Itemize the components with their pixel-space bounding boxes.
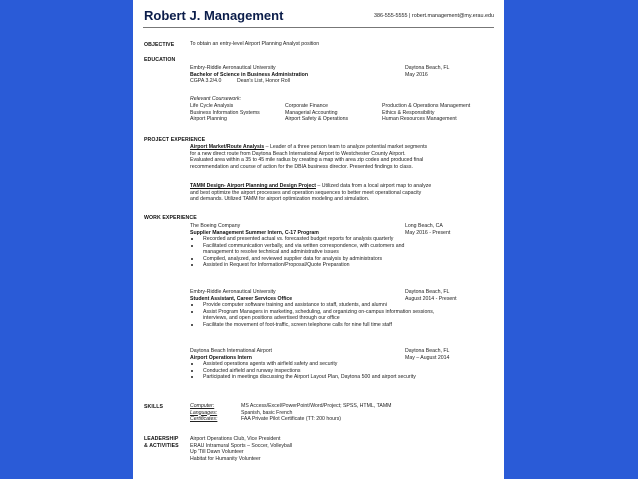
project-2-line: and best optimize the airport processes and operation sequences to better meet operational capacity xyxy=(190,189,422,196)
job-title: Airport Operations Intern xyxy=(190,354,252,361)
skills-certificates-value: FAA Private Pilot Certificate (TT: 200 hours) xyxy=(241,416,342,422)
activity-item: ERAU Intramural Sports – Soccer, Volleyball xyxy=(190,442,293,449)
job-location: Daytona Beach, FL xyxy=(405,289,450,295)
job-title: Supplier Management Summer Intern, C-17 Program xyxy=(190,229,319,236)
leadership-heading: LEADERSHIP xyxy=(144,436,179,442)
job-bullet: interviews, and open positions advertised through our office xyxy=(203,315,340,321)
project-2-title: TAMM Design- Airport Planning and Design Project xyxy=(190,183,316,189)
project-1-line: Evaluated area within a 35 to 45 mile radius by creating a map with area zip codes and produced final xyxy=(190,157,424,163)
job-bullet: Participated in meetings discussing the Airport Layout Plan, Daytona 500 and airport security xyxy=(203,374,416,380)
course-item: Airport Planning xyxy=(190,116,227,122)
job-bullet: Assisted operations agents with airfield safety and security xyxy=(203,361,338,367)
skills-certificates-label: Certificates: xyxy=(190,416,218,422)
bullet-icon xyxy=(191,363,193,365)
project-2-line: TAMM Design- Airport Planning and Design Project – Utilized data from a local airport map to analyze xyxy=(190,183,432,189)
bullet-icon xyxy=(191,304,193,306)
job-date: May 2016 - Present xyxy=(405,229,451,236)
course-item: Human Resources Management xyxy=(382,116,457,122)
work-heading: WORK EXPERIENCE xyxy=(144,215,197,221)
activity-item: Habitat for Humanity Volunteer xyxy=(190,455,261,462)
bullet-icon xyxy=(191,324,193,326)
objective-heading: OBJECTIVE xyxy=(144,42,175,48)
coursework-label: Relevant Coursework: xyxy=(190,96,242,102)
bullet-icon xyxy=(191,245,193,247)
project-1-line: recommendation and course of action for the DBIA business director. Presented findings to class. xyxy=(190,163,413,170)
objective-text: To obtain an entry-level Airport Planning Analyst position xyxy=(190,41,320,47)
education-honors: Dean's List, Honor Roll xyxy=(237,78,290,84)
job-company: Embry-Riddle Aeronautical University xyxy=(190,289,276,295)
activity-item: Airport Operations Club, Vice President xyxy=(190,436,281,442)
job-bullet: Compiled, analyzed, and reviewed supplier data for analysis by administrators xyxy=(203,255,383,262)
course-item: Ethics & Responsibility xyxy=(382,109,435,116)
project-1-line: Airport Market/Route Analysis – Leader of a three person team to analyze potential market segments xyxy=(190,144,428,150)
skills-computer-value: MS Access/Excel/PowerPoint/Word/Project; SPSS, HTML, TAMM xyxy=(241,403,392,409)
education-location: Daytona Beach, FL xyxy=(405,65,450,71)
job-bullet: Assist Program Managers in marketing, scheduling, and organizing on-campus information sessions, xyxy=(203,308,435,315)
course-item: Life Cycle Analysis xyxy=(190,103,234,109)
job-bullet: Recorded and presented actual vs. forecasted budget reports for analysis quarterly xyxy=(203,236,394,242)
job-bullet: Provide computer software training and assistance to staff, students, and alumni xyxy=(203,302,387,308)
job-location: Long Beach, CA xyxy=(405,223,443,229)
education-heading: EDUCATION xyxy=(144,57,176,63)
job-bullet: Assisted in Request for Information/Proposal/Quote Preparation xyxy=(203,262,350,268)
activity-item: Up 'Till Dawn Volunteer xyxy=(190,449,244,455)
project-1-line: for a new direct route from Daytona Beach International Airport to Westchester County Airport. xyxy=(190,150,406,157)
education-degree: Bachelor of Science in Business Administration xyxy=(190,71,308,78)
skills-languages-label: Languages: xyxy=(190,409,218,416)
project-1-title: Airport Market/Route Analysis xyxy=(190,144,265,150)
bullet-icon xyxy=(191,238,193,240)
applicant-name: Robert J. Management xyxy=(144,8,284,23)
bullet-icon xyxy=(191,370,193,372)
job-company: The Boeing Company xyxy=(190,223,241,229)
skills-languages-value: Spanish, basic French xyxy=(241,409,293,416)
education-gpa: CGPA 3.2/4.0 xyxy=(190,78,222,84)
project-2-line: and demands. Utilized TAMM for airport optimization modeling and simulation. xyxy=(190,196,370,202)
course-item: Managerial Accounting xyxy=(285,109,338,116)
course-item: Corporate Finance xyxy=(285,103,328,109)
job-title: Student Assistant, Career Services Office xyxy=(190,295,293,302)
course-item: Production & Operations Management xyxy=(382,103,471,109)
bullet-icon xyxy=(191,376,193,378)
job-bullet: Conducted airfield and runway inspections xyxy=(203,367,301,374)
header-divider xyxy=(143,27,494,28)
activities-heading: & ACTIVITIES xyxy=(144,442,179,449)
job-date: August 2014 - Present xyxy=(405,295,457,302)
bullet-icon xyxy=(191,264,193,266)
resume-page xyxy=(133,0,504,479)
contact-info: 386-555-5555 | robert.management@my.erau.edu xyxy=(373,13,494,19)
job-bullet: Facilitate the movement of foot-traffic, screen telephone calls for nine full time staff xyxy=(203,321,392,328)
bullet-icon xyxy=(191,311,193,313)
course-item: Airport Safety & Operations xyxy=(285,116,349,122)
course-item: Business Information Systems xyxy=(190,109,260,116)
job-bullet: management to resolve technical and administrative issues xyxy=(203,249,339,255)
job-bullet: Facilitated communication verbally, and via written correspondence, with customers and xyxy=(203,242,405,249)
job-date: May – August 2014 xyxy=(405,354,450,361)
education-school: Embry-Riddle Aeronautical University xyxy=(190,65,276,71)
bullet-icon xyxy=(191,258,193,260)
job-company: Daytona Beach International Airport xyxy=(190,348,272,354)
job-location: Daytona Beach, FL xyxy=(405,348,450,354)
education-date: May 2016 xyxy=(405,71,428,78)
skills-heading: SKILLS xyxy=(144,404,164,410)
projects-heading: PROJECT EXPERIENCE xyxy=(144,137,206,143)
skills-computer-label: Computer: xyxy=(190,403,215,409)
